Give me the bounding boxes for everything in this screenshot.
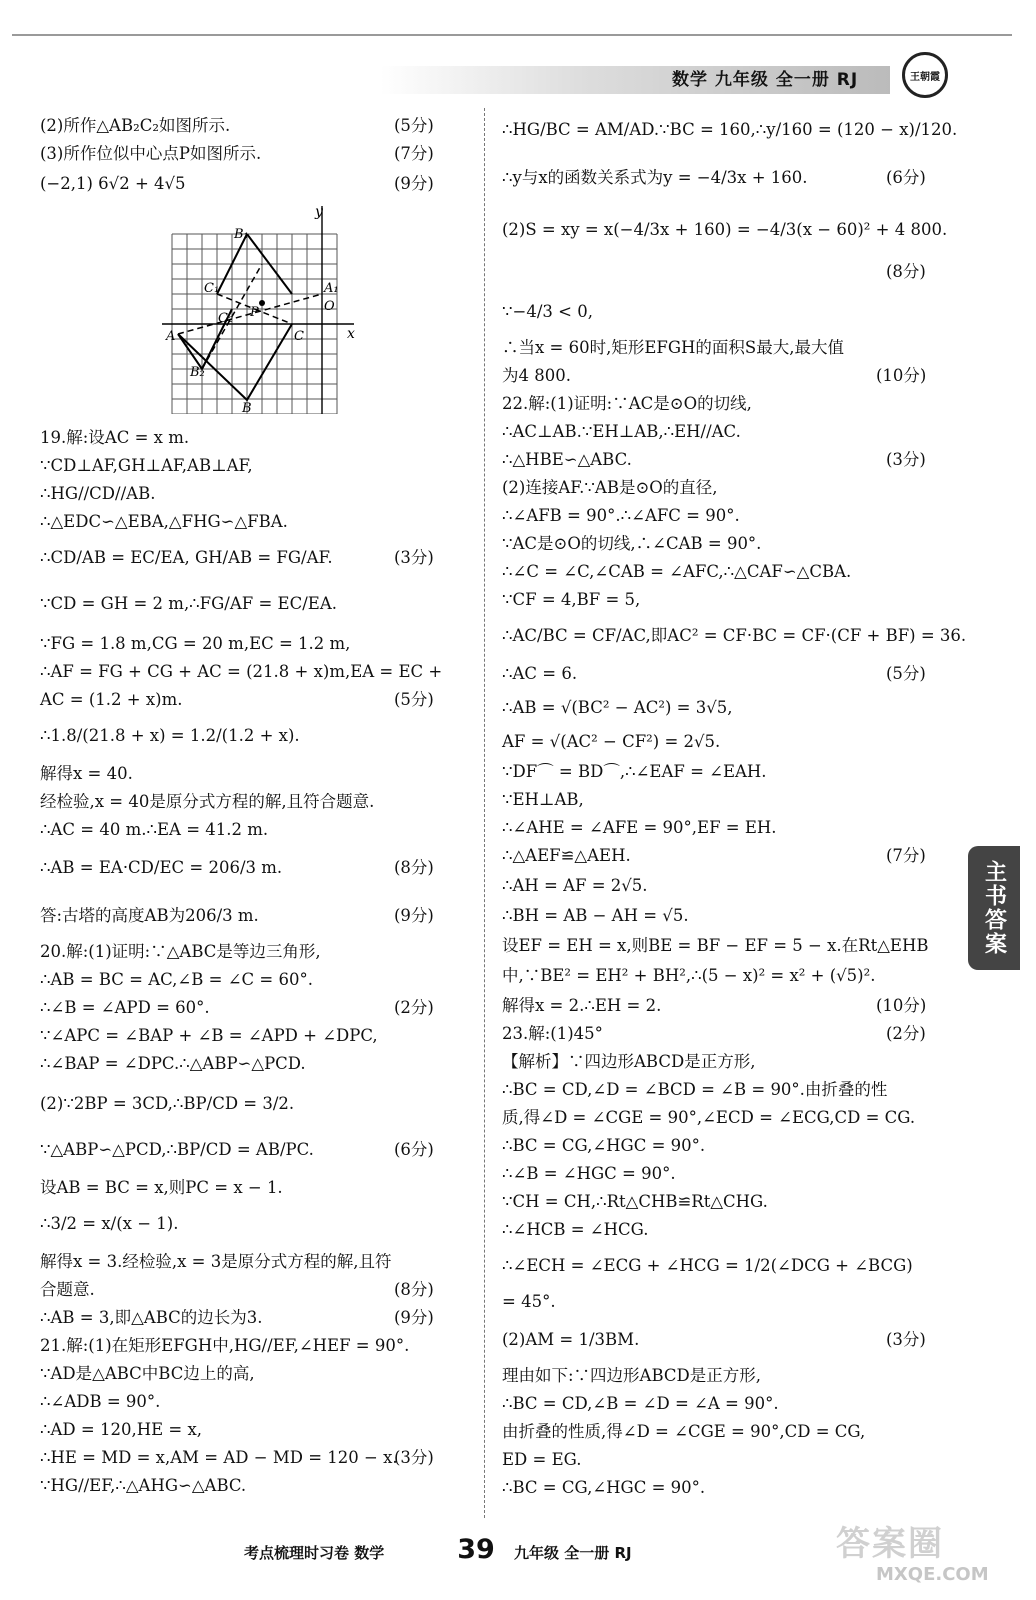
score: (8分) xyxy=(394,858,434,877)
score: (7分) xyxy=(886,846,926,865)
text-line: ∴△AEF≌△AEH. xyxy=(502,846,631,865)
text-line: ∴AD = 120,HE = x, xyxy=(40,1420,202,1439)
header-title: 数学 九年级 全一册 RJ xyxy=(672,70,859,90)
figure-label-c2: C₂ xyxy=(218,311,234,326)
text-line: ∵CD⊥AF,GH⊥AF,AB⊥AF, xyxy=(40,456,253,475)
text-line: ∴3/2 = x/(x − 1). xyxy=(40,1214,179,1233)
text-line: (2)AM = 1/3BM. xyxy=(502,1330,640,1349)
side-tab: 主书答案 xyxy=(968,846,1020,970)
text-line: 理由如下:∵四边形ABCD是正方形, xyxy=(502,1366,762,1385)
text-line: ∵−4/3 < 0, xyxy=(502,302,593,321)
coordinate-figure xyxy=(158,204,358,414)
text-line: ∵HG//EF,∴△AHG∽△ABC. xyxy=(40,1476,247,1495)
text-line: ∵AC是⊙O的切线,∴∠CAB = 90°. xyxy=(502,534,762,553)
text-line: (2)S = xy = x(−4/3x + 160) = −4/3(x − 60)² + 4 800. xyxy=(502,220,948,239)
score: (5分) xyxy=(394,116,434,135)
text-line: 质,得∠D = ∠CGE = 90°,∠ECD = ∠ECG,CD = CG. xyxy=(502,1108,916,1127)
score: (8分) xyxy=(886,262,926,281)
text-line: AC = (1.2 + x)m. xyxy=(40,690,183,709)
text-line: (2)∵2BP = 3CD,∴BP/CD = 3/2. xyxy=(40,1094,295,1113)
text-line: 设EF = EH = x,则BE = BF − EF = 5 − x.在Rt△EHB xyxy=(502,936,929,955)
text-line: ∴∠HCB = ∠HCG. xyxy=(502,1220,649,1239)
text-line: ∴AH = AF = 2√5. xyxy=(502,876,648,895)
text-line: ED = EG. xyxy=(502,1450,582,1469)
score: (9分) xyxy=(394,174,434,193)
text-line: (3)所作位似中心点P如图所示. xyxy=(40,144,262,163)
text-line: ∴HG/BC = AM/AD.∵BC = 160,∴y/160 = (120 − x)/120. xyxy=(502,120,958,139)
text-line: ∴AB = √(BC² − AC²) = 3√5, xyxy=(502,698,733,717)
text-line: ∴BC = CG,∠HGC = 90°. xyxy=(502,1478,706,1497)
text-line: 合题意. xyxy=(40,1280,95,1299)
score: (7分) xyxy=(394,144,434,163)
figure-label-x: x xyxy=(347,326,355,342)
text-line: ∴CD/AB = EC/EA, GH/AB = FG/AF. xyxy=(40,548,333,567)
footer-right: 九年级 全一册 RJ xyxy=(514,1544,632,1562)
score: (5分) xyxy=(394,690,434,709)
watermark-title: 答案圈 xyxy=(836,1524,944,1564)
text-line: 答:古塔的高度AB为206/3 m. xyxy=(40,906,259,925)
text-line: ∴BC = CG,∠HGC = 90°. xyxy=(502,1136,706,1155)
text-line: ∵CH = CH,∴Rt△CHB≌Rt△CHG. xyxy=(502,1192,768,1211)
text-line: = 45°. xyxy=(502,1292,556,1311)
text-line: ∴1.8/(21.8 + x) = 1.2/(1.2 + x). xyxy=(40,726,300,745)
text-line: ∴AC = 6. xyxy=(502,664,578,683)
text-line: ∴AB = EA·CD/EC = 206/3 m. xyxy=(40,858,283,877)
score: (3分) xyxy=(394,548,434,567)
text-line: ∴y与x的函数关系式为y = −4/3x + 160. xyxy=(502,168,808,187)
text-line: ∴△HBE∽△ABC. xyxy=(502,450,632,469)
text-line: ∴AC/BC = CF/AC,即AC² = CF·BC = CF·(CF + BF) = 36. xyxy=(502,626,967,645)
text-line: ∴AC⊥AB.∵EH⊥AB,∴EH//AC. xyxy=(502,422,741,441)
text-line: ∴∠ADB = 90°. xyxy=(40,1392,161,1411)
text-line: 解得x = 2.∴EH = 2. xyxy=(502,996,662,1015)
right-column xyxy=(502,112,967,1522)
logo-text: 王朝霞 xyxy=(910,71,940,83)
score: (3分) xyxy=(394,1448,434,1467)
figure-label-c1: C₁ xyxy=(204,281,220,296)
text-line: ∵AD是△ABC中BC边上的高, xyxy=(40,1364,255,1383)
text-line: (−2,1) 6√2 + 4√5 xyxy=(40,174,186,193)
text-line: ∴AB = 3,即△ABC的边长为3. xyxy=(40,1308,263,1327)
score: (3分) xyxy=(886,1330,926,1349)
score: (10分) xyxy=(876,996,927,1015)
text-line: ∵EH⊥AB, xyxy=(502,790,584,809)
text-line: 设AB = BC = x,则PC = x − 1. xyxy=(40,1178,283,1197)
text-line: 经检验,x = 40是原分式方程的解,且符合题意. xyxy=(40,792,375,811)
text-line: ∴△EDC∽△EBA,△FHG∽△FBA. xyxy=(40,512,288,531)
footer-left: 考点梳理时习卷 数学 xyxy=(244,1544,385,1562)
text-line: ∵∠APC = ∠BAP + ∠B = ∠APD + ∠DPC, xyxy=(40,1026,378,1045)
score: (10分) xyxy=(876,366,927,385)
score: (2分) xyxy=(394,998,434,1017)
text-line: ∴∠AHE = ∠AFE = 90°,EF = EH. xyxy=(502,818,777,837)
top-rule xyxy=(12,34,1012,36)
watermark xyxy=(836,1516,1006,1586)
text-line: 解得x = 40. xyxy=(40,764,133,783)
text-line: ∴当x = 60时,矩形EFGH的面积S最大,最大值 xyxy=(502,338,844,357)
text-line: 为4 800. xyxy=(502,366,571,385)
text-line: ∴BC = CD,∠B = ∠D = ∠A = 90°. xyxy=(502,1394,779,1413)
text-line: ∵CD = GH = 2 m,∴FG/AF = EC/EA. xyxy=(40,594,337,613)
text-line: ∴∠B = ∠HGC = 90°. xyxy=(502,1164,676,1183)
score: (9分) xyxy=(394,906,434,925)
score: (2分) xyxy=(886,1024,926,1043)
text-line: 19.解:设AC = x m. xyxy=(40,428,190,447)
text-line: 由折叠的性质,得∠D = ∠CGE = 90°,CD = CG, xyxy=(502,1422,866,1441)
text-line: ∴HE = MD = x,AM = AD − MD = 120 − x. xyxy=(40,1448,398,1467)
text-line: ∵△ABP∽△PCD,∴BP/CD = AB/PC. xyxy=(40,1140,314,1159)
figure-label-a1: A₁ xyxy=(324,281,339,296)
figure-label-b2: B₂ xyxy=(190,365,205,380)
text-line: AF = √(AC² − CF²) = 2√5. xyxy=(502,732,721,751)
score: (5分) xyxy=(886,664,926,683)
left-column xyxy=(40,112,452,1532)
text-line: ∴∠C = ∠C,∠CAB = ∠AFC,∴△CAF∽△CBA. xyxy=(502,562,852,581)
text-line: 【解析】∵四边形ABCD是正方形, xyxy=(502,1052,756,1071)
figure-label-y: y xyxy=(315,204,323,220)
figure-label-o: O xyxy=(324,299,335,314)
score: (9分) xyxy=(394,1308,434,1327)
text-line: ∴HG//CD//AB. xyxy=(40,484,156,503)
text-line: ∵FG = 1.8 m,CG = 20 m,EC = 1.2 m, xyxy=(40,634,351,653)
text-line: ∴∠B = ∠APD = 60°. xyxy=(40,998,210,1017)
text-line: ∵CF = 4,BF = 5, xyxy=(502,590,641,609)
watermark-url: MXQE.COM xyxy=(876,1564,989,1585)
figure-label-p: P xyxy=(250,305,259,320)
score: (6分) xyxy=(886,168,926,187)
publisher-logo xyxy=(902,52,948,98)
text-line: ∴AB = BC = AC,∠B = ∠C = 60°. xyxy=(40,970,313,989)
text-line: 21.解:(1)在矩形EFGH中,HG//EF,∠HEF = 90°. xyxy=(40,1336,410,1355)
text-line: 中,∵BE² = EH² + BH²,∴(5 − x)² = x² + (√5)². xyxy=(502,966,876,985)
figure-label-a: A xyxy=(166,329,176,344)
text-line: ∴∠BAP = ∠DPC.∴△ABP∽△PCD. xyxy=(40,1054,306,1073)
text-line: 解得x = 3.经检验,x = 3是原分式方程的解,且符 xyxy=(40,1252,392,1271)
text-line: (2)连接AF.∵AB是⊙O的直径, xyxy=(502,478,718,497)
column-divider xyxy=(484,108,485,1518)
text-line: ∴∠ECH = ∠ECG + ∠HCG = 1/2(∠DCG + ∠BCG) xyxy=(502,1256,913,1275)
text-line: ∴AF = FG + CG + AC = (21.8 + x)m,EA = EC + xyxy=(40,662,443,681)
score: (6分) xyxy=(394,1140,434,1159)
page-number: 39 xyxy=(457,1534,495,1565)
text-line: 22.解:(1)证明:∵AC是⊙O的切线, xyxy=(502,394,752,413)
text-line: 23.解:(1)45° xyxy=(502,1024,603,1043)
text-line: (2)所作△AB₂C₂如图所示. xyxy=(40,116,231,135)
text-line: ∴AC = 40 m.∴EA = 41.2 m. xyxy=(40,820,269,839)
score: (8分) xyxy=(394,1280,434,1299)
figure-label-b1: B₁ xyxy=(234,227,249,242)
center-point-p xyxy=(259,300,265,306)
text-line: ∴BC = CD,∠D = ∠BCD = ∠B = 90°.由折叠的性 xyxy=(502,1080,888,1099)
text-line: ∴BH = AB − AH = √5. xyxy=(502,906,689,925)
text-line: 20.解:(1)证明:∵△ABC是等边三角形, xyxy=(40,942,321,961)
text-line: ∴∠AFB = 90°.∴∠AFC = 90°. xyxy=(502,506,740,525)
text-line: ∵DF⌒ = BD⌒,∴∠EAF = ∠EAH. xyxy=(502,762,767,781)
score: (3分) xyxy=(886,450,926,469)
figure-label-c: C xyxy=(294,329,304,344)
figure-label-b: B xyxy=(242,401,252,414)
